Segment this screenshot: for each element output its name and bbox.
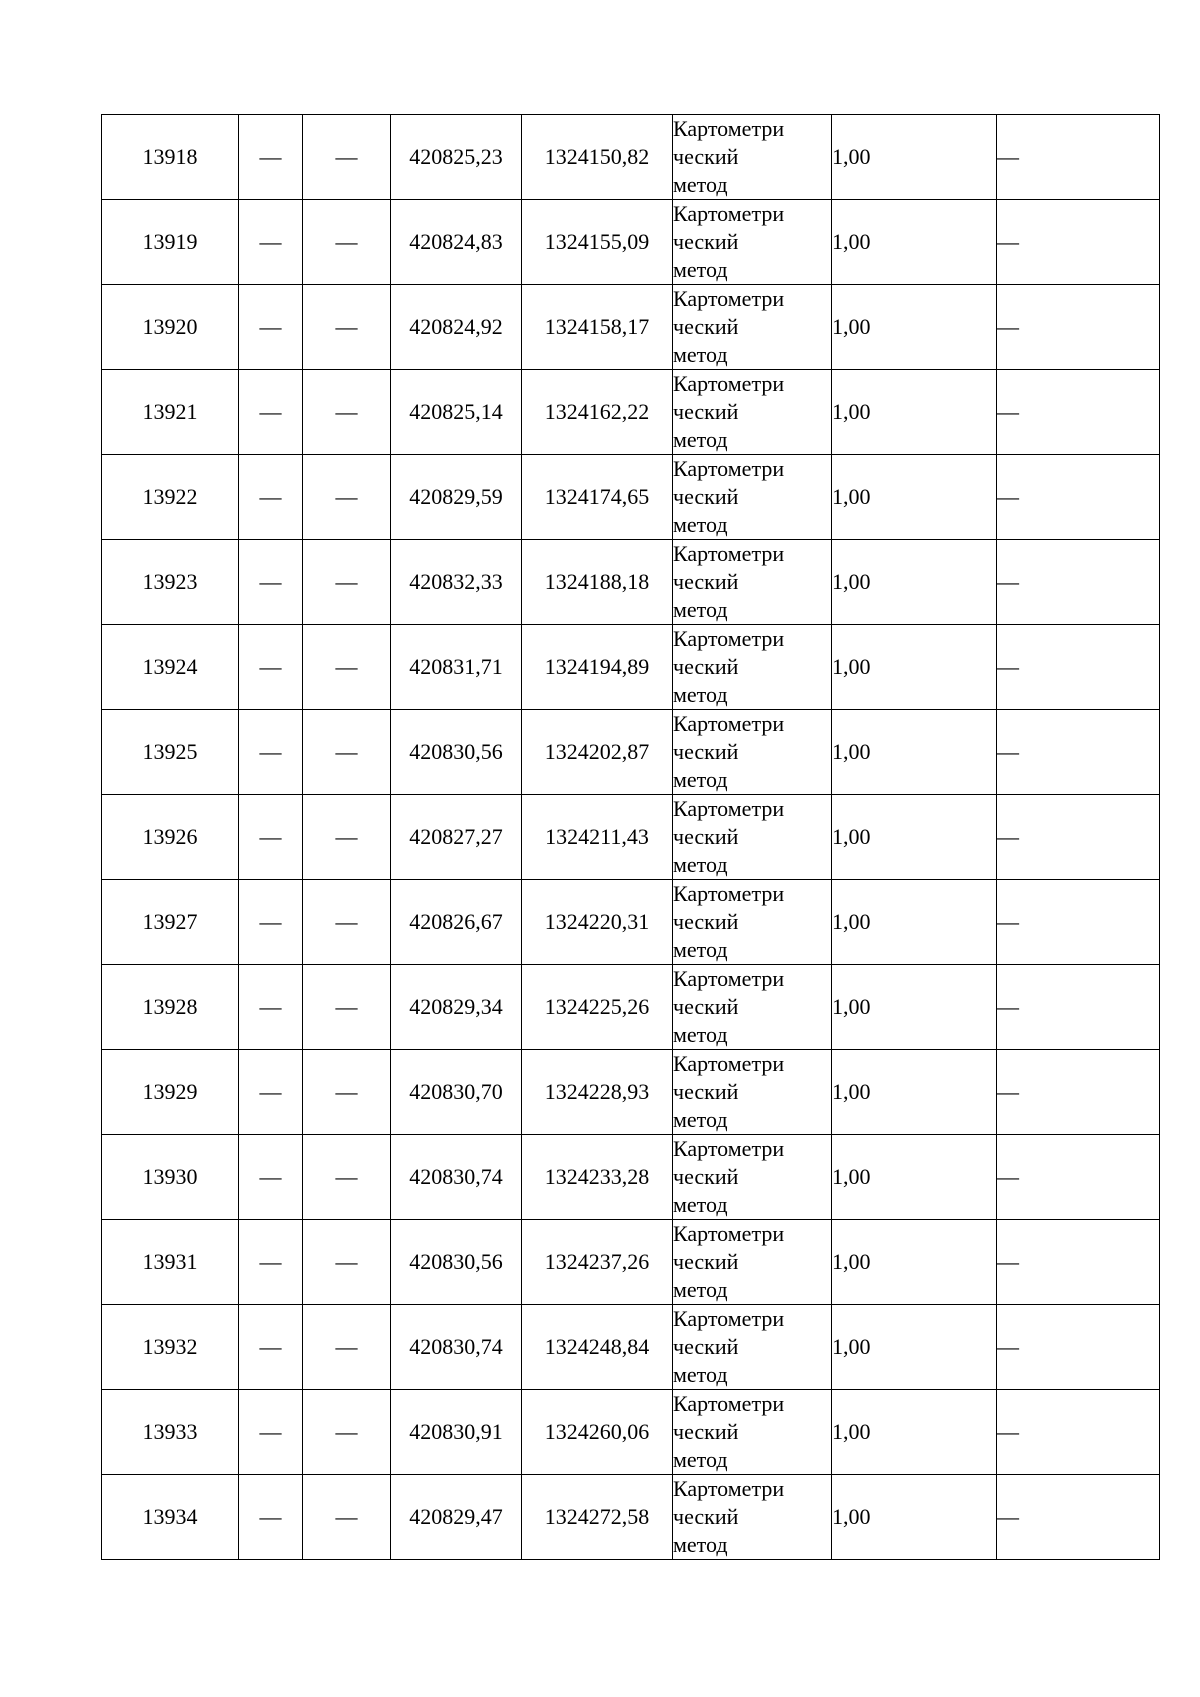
y-coordinate-cell: 1324228,93 [522, 1050, 673, 1135]
description-cell: — [997, 1475, 1160, 1560]
y-coordinate-cell: 1324211,43 [522, 795, 673, 880]
x-coordinate-cell: 420829,47 [391, 1475, 522, 1560]
y-coordinate-cell: 1324194,89 [522, 625, 673, 710]
table-row [102, 965, 1160, 1050]
description-cell: — [997, 965, 1160, 1050]
y-coordinate-cell: 1324237,26 [522, 1220, 673, 1305]
method-cell [673, 540, 832, 625]
method-cell [673, 795, 832, 880]
x-coordinate-cell: 420824,83 [391, 200, 522, 285]
method-text: Картометри ческий метод [673, 1221, 785, 1302]
x-coordinate-cell: 420830,91 [391, 1390, 522, 1475]
description-cell: — [997, 200, 1160, 285]
accuracy-cell: 1,00 [832, 1050, 997, 1135]
y-coordinate-cell: 1324248,84 [522, 1305, 673, 1390]
table-row [102, 710, 1160, 795]
x-coordinate-cell: 420829,59 [391, 455, 522, 540]
existing-x-cell: — [239, 455, 303, 540]
accuracy-cell: 1,00 [832, 1475, 997, 1560]
method-text: Картометри ческий метод [673, 456, 785, 537]
existing-x-cell: — [239, 795, 303, 880]
description-cell: — [997, 1390, 1160, 1475]
method-cell [673, 1220, 832, 1305]
y-coordinate-cell: 1324272,58 [522, 1475, 673, 1560]
method-cell [673, 1135, 832, 1220]
method-text: Картометри ческий метод [673, 1476, 785, 1557]
point-number-cell: 13920 [102, 285, 239, 370]
method-text: Картометри ческий метод [673, 1391, 785, 1472]
method-cell [673, 200, 832, 285]
x-coordinate-cell: 420832,33 [391, 540, 522, 625]
method-text: Картометри ческий метод [673, 201, 785, 282]
description-cell: — [997, 285, 1160, 370]
table-row [102, 370, 1160, 455]
description-cell: — [997, 1305, 1160, 1390]
y-coordinate-cell: 1324150,82 [522, 115, 673, 200]
table-row [102, 115, 1160, 200]
existing-x-cell: — [239, 370, 303, 455]
x-coordinate-cell: 420826,67 [391, 880, 522, 965]
method-cell [673, 1305, 832, 1390]
accuracy-cell: 1,00 [832, 1135, 997, 1220]
y-coordinate-cell: 1324225,26 [522, 965, 673, 1050]
method-text: Картометри ческий метод [673, 1306, 785, 1387]
coordinates-table-body [102, 115, 1160, 1560]
x-coordinate-cell: 420830,74 [391, 1305, 522, 1390]
existing-y-cell: — [303, 880, 391, 965]
accuracy-cell: 1,00 [832, 710, 997, 795]
table-row [102, 1390, 1160, 1475]
description-cell: — [997, 880, 1160, 965]
table-row [102, 1305, 1160, 1390]
point-number-cell: 13928 [102, 965, 239, 1050]
existing-x-cell: — [239, 880, 303, 965]
existing-y-cell: — [303, 200, 391, 285]
accuracy-cell: 1,00 [832, 540, 997, 625]
x-coordinate-cell: 420830,70 [391, 1050, 522, 1135]
y-coordinate-cell: 1324174,65 [522, 455, 673, 540]
table-row [102, 1475, 1160, 1560]
accuracy-cell: 1,00 [832, 965, 997, 1050]
point-number-cell: 13927 [102, 880, 239, 965]
table-row [102, 285, 1160, 370]
accuracy-cell: 1,00 [832, 1390, 997, 1475]
method-cell [673, 1050, 832, 1135]
method-text: Картометри ческий метод [673, 881, 785, 962]
point-number-cell: 13919 [102, 200, 239, 285]
point-number-cell: 13926 [102, 795, 239, 880]
accuracy-cell: 1,00 [832, 880, 997, 965]
method-text: Картометри ческий метод [673, 796, 785, 877]
description-cell: — [997, 1220, 1160, 1305]
y-coordinate-cell: 1324202,87 [522, 710, 673, 795]
existing-x-cell: — [239, 115, 303, 200]
description-cell: — [997, 625, 1160, 710]
point-number-cell: 13930 [102, 1135, 239, 1220]
table-row [102, 625, 1160, 710]
method-cell [673, 880, 832, 965]
existing-x-cell: — [239, 1390, 303, 1475]
accuracy-cell: 1,00 [832, 115, 997, 200]
x-coordinate-cell: 420830,74 [391, 1135, 522, 1220]
accuracy-cell: 1,00 [832, 370, 997, 455]
accuracy-cell: 1,00 [832, 455, 997, 540]
existing-x-cell: — [239, 540, 303, 625]
point-number-cell: 13923 [102, 540, 239, 625]
method-text: Картометри ческий метод [673, 1051, 785, 1132]
x-coordinate-cell: 420824,92 [391, 285, 522, 370]
x-coordinate-cell: 420829,34 [391, 965, 522, 1050]
point-number-cell: 13924 [102, 625, 239, 710]
table-row [102, 455, 1160, 540]
existing-x-cell: — [239, 1220, 303, 1305]
table-row [102, 540, 1160, 625]
existing-y-cell: — [303, 1050, 391, 1135]
x-coordinate-cell: 420827,27 [391, 795, 522, 880]
existing-x-cell: — [239, 965, 303, 1050]
x-coordinate-cell: 420830,56 [391, 1220, 522, 1305]
x-coordinate-cell: 420830,56 [391, 710, 522, 795]
coordinates-table [101, 114, 1160, 1560]
point-number-cell: 13918 [102, 115, 239, 200]
y-coordinate-cell: 1324158,17 [522, 285, 673, 370]
existing-y-cell: — [303, 710, 391, 795]
point-number-cell: 13921 [102, 370, 239, 455]
description-cell: — [997, 115, 1160, 200]
x-coordinate-cell: 420825,23 [391, 115, 522, 200]
table-row [102, 1050, 1160, 1135]
existing-y-cell: — [303, 285, 391, 370]
description-cell: — [997, 710, 1160, 795]
existing-x-cell: — [239, 710, 303, 795]
accuracy-cell: 1,00 [832, 285, 997, 370]
method-text: Картометри ческий метод [673, 286, 785, 367]
existing-x-cell: — [239, 1305, 303, 1390]
y-coordinate-cell: 1324162,22 [522, 370, 673, 455]
method-text: Картометри ческий метод [673, 116, 785, 197]
description-cell: — [997, 795, 1160, 880]
method-cell [673, 285, 832, 370]
existing-y-cell: — [303, 1390, 391, 1475]
method-cell [673, 370, 832, 455]
method-cell [673, 115, 832, 200]
table-row [102, 200, 1160, 285]
description-cell: — [997, 540, 1160, 625]
x-coordinate-cell: 420831,71 [391, 625, 522, 710]
existing-y-cell: — [303, 540, 391, 625]
y-coordinate-cell: 1324188,18 [522, 540, 673, 625]
point-number-cell: 13933 [102, 1390, 239, 1475]
method-text: Картометри ческий метод [673, 371, 785, 452]
description-cell: — [997, 1050, 1160, 1135]
description-cell: — [997, 1135, 1160, 1220]
point-number-cell: 13931 [102, 1220, 239, 1305]
existing-x-cell: — [239, 285, 303, 370]
accuracy-cell: 1,00 [832, 1305, 997, 1390]
point-number-cell: 13929 [102, 1050, 239, 1135]
accuracy-cell: 1,00 [832, 200, 997, 285]
table-row [102, 1220, 1160, 1305]
point-number-cell: 13925 [102, 710, 239, 795]
table-row [102, 1135, 1160, 1220]
existing-y-cell: — [303, 1305, 391, 1390]
existing-y-cell: — [303, 625, 391, 710]
method-cell [673, 1390, 832, 1475]
accuracy-cell: 1,00 [832, 1220, 997, 1305]
existing-y-cell: — [303, 1475, 391, 1560]
x-coordinate-cell: 420825,14 [391, 370, 522, 455]
description-cell: — [997, 370, 1160, 455]
existing-y-cell: — [303, 1135, 391, 1220]
y-coordinate-cell: 1324220,31 [522, 880, 673, 965]
y-coordinate-cell: 1324233,28 [522, 1135, 673, 1220]
point-number-cell: 13932 [102, 1305, 239, 1390]
method-cell [673, 710, 832, 795]
accuracy-cell: 1,00 [832, 625, 997, 710]
point-number-cell: 13922 [102, 455, 239, 540]
method-text: Картометри ческий метод [673, 1136, 785, 1217]
existing-x-cell: — [239, 1135, 303, 1220]
method-cell [673, 455, 832, 540]
existing-y-cell: — [303, 795, 391, 880]
existing-x-cell: — [239, 625, 303, 710]
y-coordinate-cell: 1324155,09 [522, 200, 673, 285]
existing-x-cell: — [239, 1050, 303, 1135]
method-cell [673, 965, 832, 1050]
method-text: Картометри ческий метод [673, 966, 785, 1047]
existing-y-cell: — [303, 115, 391, 200]
existing-x-cell: — [239, 1475, 303, 1560]
existing-y-cell: — [303, 455, 391, 540]
existing-x-cell: — [239, 200, 303, 285]
existing-y-cell: — [303, 370, 391, 455]
description-cell: — [997, 455, 1160, 540]
y-coordinate-cell: 1324260,06 [522, 1390, 673, 1475]
existing-y-cell: — [303, 965, 391, 1050]
table-row [102, 880, 1160, 965]
accuracy-cell: 1,00 [832, 795, 997, 880]
method-cell [673, 625, 832, 710]
table-row [102, 795, 1160, 880]
method-text: Картометри ческий метод [673, 711, 785, 792]
method-text: Картометри ческий метод [673, 626, 785, 707]
method-cell [673, 1475, 832, 1560]
point-number-cell: 13934 [102, 1475, 239, 1560]
method-text: Картометри ческий метод [673, 541, 785, 622]
existing-y-cell: — [303, 1220, 391, 1305]
